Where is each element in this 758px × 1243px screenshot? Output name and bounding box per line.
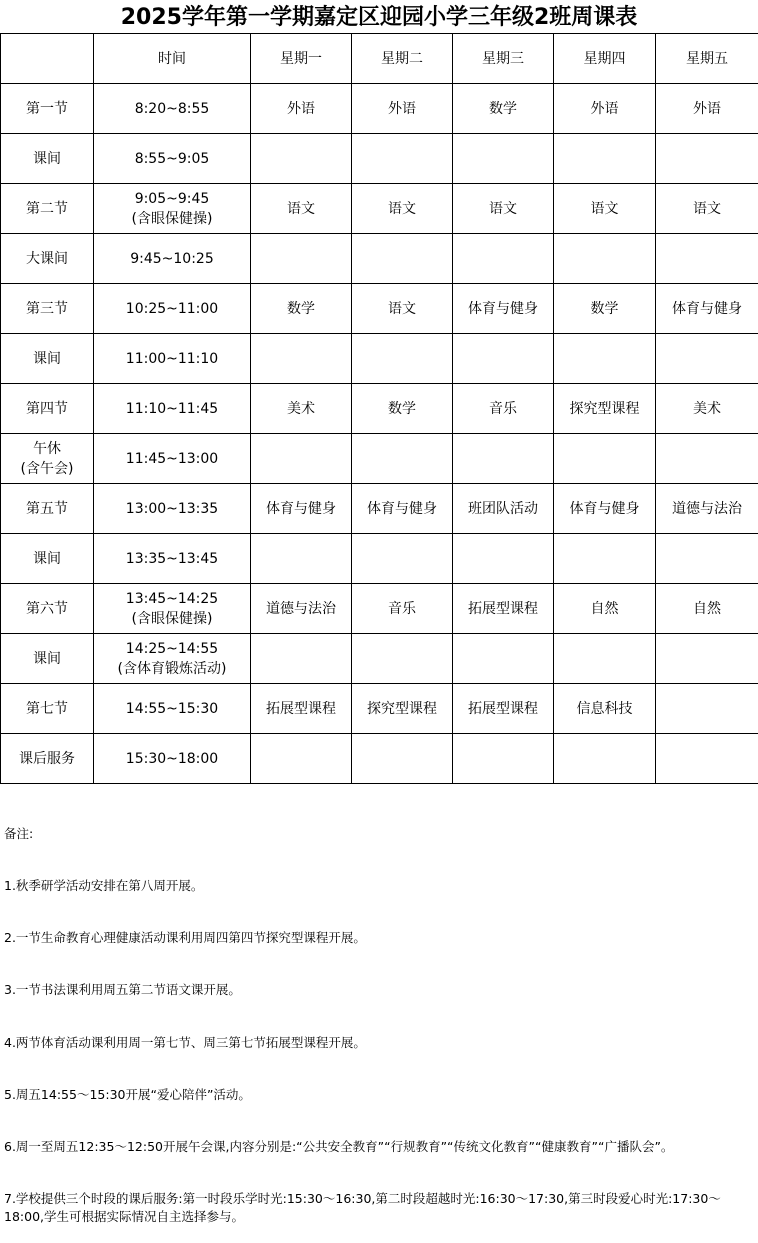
period-cell: 课间 [1, 134, 94, 184]
tuesday-cell: 语文 [352, 184, 453, 234]
monday-cell: 道德与法治 [251, 584, 352, 634]
monday-cell [251, 234, 352, 284]
friday-cell: 语文 [656, 184, 758, 234]
thursday-cell: 语文 [554, 184, 656, 234]
wednesday-cell: 音乐 [453, 384, 554, 434]
friday-cell [656, 334, 758, 384]
wednesday-cell [453, 434, 554, 484]
table-row [1, 84, 758, 134]
period-cell: 大课间 [1, 234, 94, 284]
monday-cell [251, 334, 352, 384]
note-item: 2.一节生命教育心理健康活动课利用周四第四节探究型课程开展。 [4, 929, 756, 946]
friday-cell: 道德与法治 [656, 484, 758, 534]
thursday-cell [554, 334, 656, 384]
page-title: 2025学年第一学期嘉定区迎园小学三年级2班周课表 [0, 0, 758, 34]
friday-cell: 美术 [656, 384, 758, 434]
table-row [1, 684, 758, 734]
friday-cell: 体育与健身 [656, 284, 758, 334]
monday-cell: 拓展型课程 [251, 684, 352, 734]
time-cell: 14:25~14:55 (含体育锻炼活动) [94, 634, 251, 684]
tuesday-cell [352, 334, 453, 384]
period-cell: 课后服务 [1, 734, 94, 784]
wednesday-cell: 数学 [453, 84, 554, 134]
monday-cell [251, 734, 352, 784]
monday-cell: 美术 [251, 384, 352, 434]
time-cell: 15:30~18:00 [94, 734, 251, 784]
tuesday-cell: 语文 [352, 284, 453, 334]
period-cell: 第二节 [1, 184, 94, 234]
monday-cell: 数学 [251, 284, 352, 334]
monday-cell [251, 634, 352, 684]
wednesday-cell: 语文 [453, 184, 554, 234]
tuesday-cell: 体育与健身 [352, 484, 453, 534]
notes [4, 790, 756, 1243]
header-thursday: 星期四 [554, 34, 656, 84]
friday-cell [656, 734, 758, 784]
period-cell: 第三节 [1, 284, 94, 334]
notes-heading: 备注: [4, 825, 756, 842]
time-cell: 13:00~13:35 [94, 484, 251, 534]
thursday-cell [554, 634, 656, 684]
wednesday-cell: 拓展型课程 [453, 584, 554, 634]
thursday-cell [554, 434, 656, 484]
tuesday-cell [352, 134, 453, 184]
wednesday-cell [453, 634, 554, 684]
note-item: 3.一节书法课利用周五第二节语文课开展。 [4, 981, 756, 998]
period-cell: 第一节 [1, 84, 94, 134]
period-cell: 课间 [1, 334, 94, 384]
thursday-cell: 探究型课程 [554, 384, 656, 434]
friday-cell [656, 434, 758, 484]
wednesday-cell [453, 334, 554, 384]
time-cell: 9:05~9:45 (含眼保健操) [94, 184, 251, 234]
wednesday-cell: 班团队活动 [453, 484, 554, 534]
wednesday-cell: 拓展型课程 [453, 684, 554, 734]
table-row [1, 234, 758, 284]
tuesday-cell: 探究型课程 [352, 684, 453, 734]
monday-cell: 语文 [251, 184, 352, 234]
friday-cell: 外语 [656, 84, 758, 134]
tuesday-cell: 数学 [352, 384, 453, 434]
time-cell: 11:00~11:10 [94, 334, 251, 384]
period-cell: 第七节 [1, 684, 94, 734]
thursday-cell: 自然 [554, 584, 656, 634]
friday-cell [656, 234, 758, 284]
time-cell: 8:20~8:55 [94, 84, 251, 134]
wednesday-cell [453, 534, 554, 584]
table-row [1, 484, 758, 534]
tuesday-cell: 外语 [352, 84, 453, 134]
header-friday: 星期五 [656, 34, 758, 84]
period-cell: 第五节 [1, 484, 94, 534]
time-cell: 11:10~11:45 [94, 384, 251, 434]
monday-cell: 外语 [251, 84, 352, 134]
period-cell: 第四节 [1, 384, 94, 434]
thursday-cell: 信息科技 [554, 684, 656, 734]
period-cell: 课间 [1, 534, 94, 584]
tuesday-cell [352, 634, 453, 684]
monday-cell: 体育与健身 [251, 484, 352, 534]
time-cell: 11:45~13:00 [94, 434, 251, 484]
thursday-cell: 数学 [554, 284, 656, 334]
tuesday-cell [352, 734, 453, 784]
header-corner [1, 34, 94, 84]
table-row [1, 334, 758, 384]
table-row [1, 734, 758, 784]
table-row [1, 434, 758, 484]
thursday-cell [554, 134, 656, 184]
period-cell: 午休 (含午会) [1, 434, 94, 484]
table-row [1, 634, 758, 684]
header-tuesday: 星期二 [352, 34, 453, 84]
monday-cell [251, 434, 352, 484]
thursday-cell: 外语 [554, 84, 656, 134]
time-cell: 8:55~9:05 [94, 134, 251, 184]
tuesday-cell [352, 234, 453, 284]
table-row [1, 384, 758, 434]
wednesday-cell: 体育与健身 [453, 284, 554, 334]
note-item: 5.周五14:55～15:30开展“爱心陪伴”活动。 [4, 1086, 756, 1103]
time-cell: 13:45~14:25 (含眼保健操) [94, 584, 251, 634]
wednesday-cell [453, 234, 554, 284]
header-time: 时间 [94, 34, 251, 84]
tuesday-cell [352, 434, 453, 484]
note-item: 6.周一至周五12:35～12:50开展午会课,内容分别是:“公共安全教育”“行规教育”“传统文化教育”“健康教育”“广播队会”。 [4, 1138, 756, 1155]
table-row [1, 584, 758, 634]
monday-cell [251, 534, 352, 584]
table-row [1, 284, 758, 334]
thursday-cell [554, 234, 656, 284]
friday-cell [656, 534, 758, 584]
friday-cell: 自然 [656, 584, 758, 634]
header-wednesday: 星期三 [453, 34, 554, 84]
thursday-cell [554, 734, 656, 784]
time-cell: 14:55~15:30 [94, 684, 251, 734]
time-cell: 10:25~11:00 [94, 284, 251, 334]
monday-cell [251, 134, 352, 184]
table-row [1, 184, 758, 234]
note-item: 7.学校提供三个时段的课后服务:第一时段乐学时光:15:30～16:30,第二时段超越时光:16:30～17:30,第三时段爱心时光:17:30～18:00,学生可根据实际情况自主选择参与。 [4, 1190, 756, 1225]
table-row [1, 134, 758, 184]
friday-cell [656, 634, 758, 684]
friday-cell [656, 684, 758, 734]
note-item: 1.秋季研学活动安排在第八周开展。 [4, 877, 756, 894]
period-cell: 课间 [1, 634, 94, 684]
time-cell: 9:45~10:25 [94, 234, 251, 284]
period-cell: 第六节 [1, 584, 94, 634]
wednesday-cell [453, 134, 554, 184]
note-item: 4.两节体育活动课利用周一第七节、周三第七节拓展型课程开展。 [4, 1034, 756, 1051]
header-row [1, 34, 758, 84]
tuesday-cell: 音乐 [352, 584, 453, 634]
table-row [1, 534, 758, 584]
tuesday-cell [352, 534, 453, 584]
header-monday: 星期一 [251, 34, 352, 84]
thursday-cell: 体育与健身 [554, 484, 656, 534]
wednesday-cell [453, 734, 554, 784]
timetable [0, 33, 758, 784]
thursday-cell [554, 534, 656, 584]
time-cell: 13:35~13:45 [94, 534, 251, 584]
friday-cell [656, 134, 758, 184]
